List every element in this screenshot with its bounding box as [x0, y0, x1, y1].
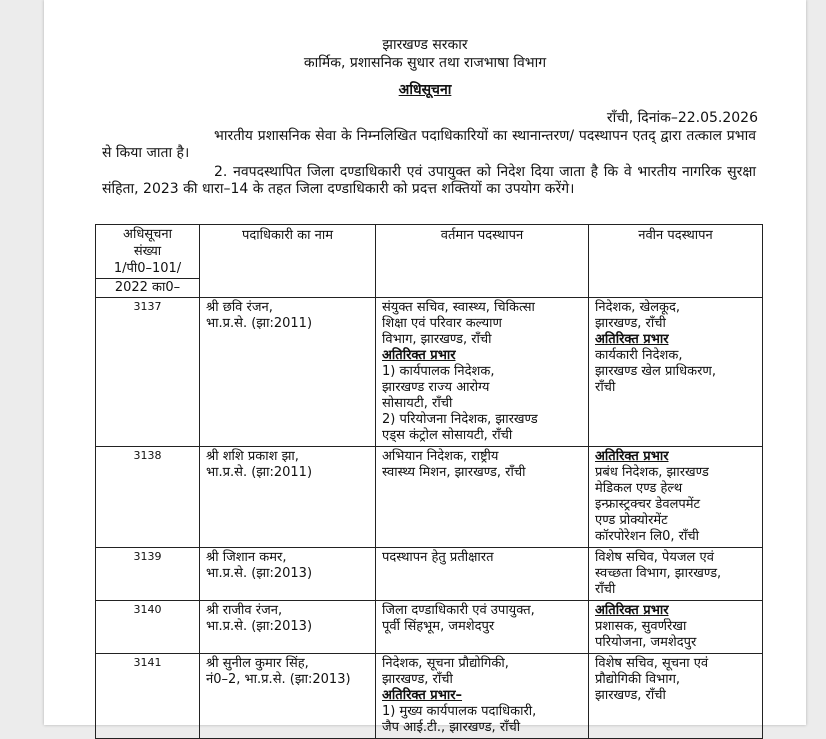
officer-name-line: भा.प्र.से. (झा:2011) — [206, 465, 313, 480]
cell-officer-name — [200, 601, 376, 654]
posting-line: झारखण्ड, राँची — [382, 672, 453, 687]
posting-line: झारखण्ड, राँची — [595, 688, 666, 703]
posting-line: कॉरपोरेशन लि0, राँची — [595, 529, 699, 544]
posting-line: पूर्वी सिंहभूम, जमशेदपुर — [382, 619, 495, 634]
posting-line: शिक्षा एवं परिवार कल्याण — [382, 316, 502, 331]
paragraph-1: भारतीय प्रशासनिक सेवा के निम्नलिखित पदाधिकारियों का स्थानान्तरण/ पदस्थापन एतद् द्वारा तत्काल प्रभाव से किया जाता है। — [102, 128, 756, 161]
officer-name-line: श्री सुनील कुमार सिंह, — [206, 656, 309, 671]
cell-officer-name — [200, 447, 376, 548]
cell-new-posting — [589, 601, 763, 654]
header-notif-no-line: 2022 का0– — [96, 278, 199, 297]
cell-current-posting — [376, 654, 589, 739]
posting-line: एण्ड प्रोक्योरमेंट — [595, 513, 668, 528]
officer-name-line: श्री शशि प्रकाश झा, — [206, 449, 299, 464]
table-row — [96, 548, 763, 601]
table-row — [96, 447, 763, 548]
table-header-row — [96, 225, 763, 298]
cell-current-posting — [376, 298, 589, 447]
cell-new-posting — [589, 654, 763, 739]
department-heading: कार्मिक, प्रशासनिक सुधार तथा राजभाषा विभाग — [303, 55, 547, 71]
posting-line: 1) मुख्य कार्यपालक पदाधिकारी, — [382, 704, 537, 719]
header-current-posting: वर्तमान पदस्थापन — [376, 225, 589, 298]
posting-line: जिला दण्डाधिकारी एवं उपायुक्त, — [382, 603, 535, 618]
cell-officer-name — [200, 654, 376, 739]
posting-line: 1) कार्यपालक निदेशक, — [382, 364, 495, 379]
posting-line: इन्फ्रास्ट्रक्चर डेवलपमेंट — [595, 497, 701, 512]
posting-line: राँची — [595, 380, 616, 395]
paragraph-2: 2. नवपदस्थापित जिला दण्डाधिकारी एवं उपायुक्त को निदेश दिया जाता है कि वे भारतीय नागरिक सुरक्षा संहिता, 2023 की धारा–14 के तहत जिला दण्डाधिकारी को प्रदत्त शक्तियों का उपयोग करेंगे। — [102, 164, 756, 197]
additional-charge-heading: अतिरिक्त प्रभार — [382, 348, 456, 363]
place-date: राँची, दिनांक–22.05.2026 — [606, 110, 758, 126]
additional-charge-heading: अतिरिक्त प्रभार– — [382, 688, 463, 703]
header-notif-no-line: 1/पी0–101/ — [113, 261, 182, 276]
table-row — [96, 298, 763, 447]
posting-line: झारखण्ड खेल प्राधिकरण, — [595, 364, 716, 379]
posting-table — [95, 224, 763, 739]
cell-current-posting — [376, 447, 589, 548]
posting-line: प्रबंध निदेशक, झारखण्ड — [595, 465, 709, 480]
posting-line: निदेशक, सूचना प्रौद्योगिकी, — [382, 656, 509, 671]
cell-current-posting — [376, 548, 589, 601]
posting-line: सोसायटी, राँची — [382, 396, 453, 411]
posting-line: निदेशक, खेलकूद, — [595, 300, 681, 315]
document-page — [44, 0, 806, 735]
header-new-posting: नवीन पदस्थापन — [589, 225, 763, 298]
officer-name-line: श्री जिशान कमर, — [206, 550, 287, 565]
officer-name-line: भा.प्र.से. (झा:2011) — [206, 316, 313, 331]
posting-line: विशेष सचिव, पेयजल एवं — [595, 550, 714, 565]
officer-name-line: भा.प्र.से. (झा:2013) — [206, 619, 313, 634]
posting-line: पदस्थापन हेतु प्रतीक्षारत — [382, 550, 494, 565]
posting-line: 2) परियोजना निदेशक, झारखण्ड — [382, 412, 538, 427]
cell-notif-no: 3137 — [96, 298, 200, 447]
posting-line: स्वच्छता विभाग, झारखण्ड, — [595, 566, 722, 581]
notification-title: अधिसूचना — [398, 82, 452, 98]
posting-line: स्वास्थ्य मिशन, झारखण्ड, राँची — [382, 465, 526, 480]
officer-name-line: श्री छवि रंजन, — [206, 300, 273, 315]
cell-notif-no: 3140 — [96, 601, 200, 654]
posting-line: प्रौद्योगिकी विभाग, — [595, 672, 681, 687]
cell-officer-name — [200, 298, 376, 447]
posting-line: प्रशासक, सुवर्णरेखा — [595, 619, 687, 634]
header-notif-no-line: संख्या — [133, 244, 162, 259]
officer-name-line: भा.प्र.से. (झा:2013) — [206, 566, 313, 581]
posting-line: राँची — [595, 582, 616, 597]
posting-line: झारखण्ड, राँची — [595, 316, 666, 331]
additional-charge-heading: अतिरिक्त प्रभार — [595, 449, 669, 464]
cell-new-posting — [589, 298, 763, 447]
cell-new-posting — [589, 447, 763, 548]
cell-officer-name — [200, 548, 376, 601]
cell-new-posting — [589, 548, 763, 601]
posting-line: झारखण्ड राज्य आरोग्य — [382, 380, 490, 395]
cell-notif-no: 3139 — [96, 548, 200, 601]
posting-line: कार्यकारी निदेशक, — [595, 348, 683, 363]
posting-line: जैप आई.टी., झारखण्ड, राँची — [382, 720, 521, 735]
posting-line: विशेष सचिव, सूचना एवं — [595, 656, 709, 671]
table-row — [96, 654, 763, 739]
header-notif-no — [96, 225, 200, 298]
officer-name-line: नं0–2, भा.प्र.से. (झा:2013) — [206, 672, 351, 687]
header-notif-no-line: अधिसूचना — [123, 227, 172, 242]
header-officer-name: पदाधिकारी का नाम — [200, 225, 376, 298]
officer-name-line: श्री राजीव रंजन, — [206, 603, 283, 618]
government-heading: झारखण्ड सरकार — [382, 37, 468, 53]
posting-line: संयुक्त सचिव, स्वास्थ्य, चिकित्सा — [382, 300, 535, 315]
table-row — [96, 601, 763, 654]
posting-line: मेडिकल एण्ड हेल्थ — [595, 481, 683, 496]
posting-line: एड्स कंट्रोल सोसायटी, राँची — [382, 428, 513, 443]
additional-charge-heading: अतिरिक्त प्रभार — [595, 332, 669, 347]
additional-charge-heading: अतिरिक्त प्रभार — [595, 603, 669, 618]
posting-line: अभियान निदेशक, राष्ट्रीय — [382, 449, 499, 464]
posting-line: विभाग, झारखण्ड, राँची — [382, 332, 492, 347]
posting-line: परियोजना, जमशेदपुर — [595, 635, 697, 650]
cell-notif-no: 3141 — [96, 654, 200, 739]
cell-current-posting — [376, 601, 589, 654]
cell-notif-no: 3138 — [96, 447, 200, 548]
